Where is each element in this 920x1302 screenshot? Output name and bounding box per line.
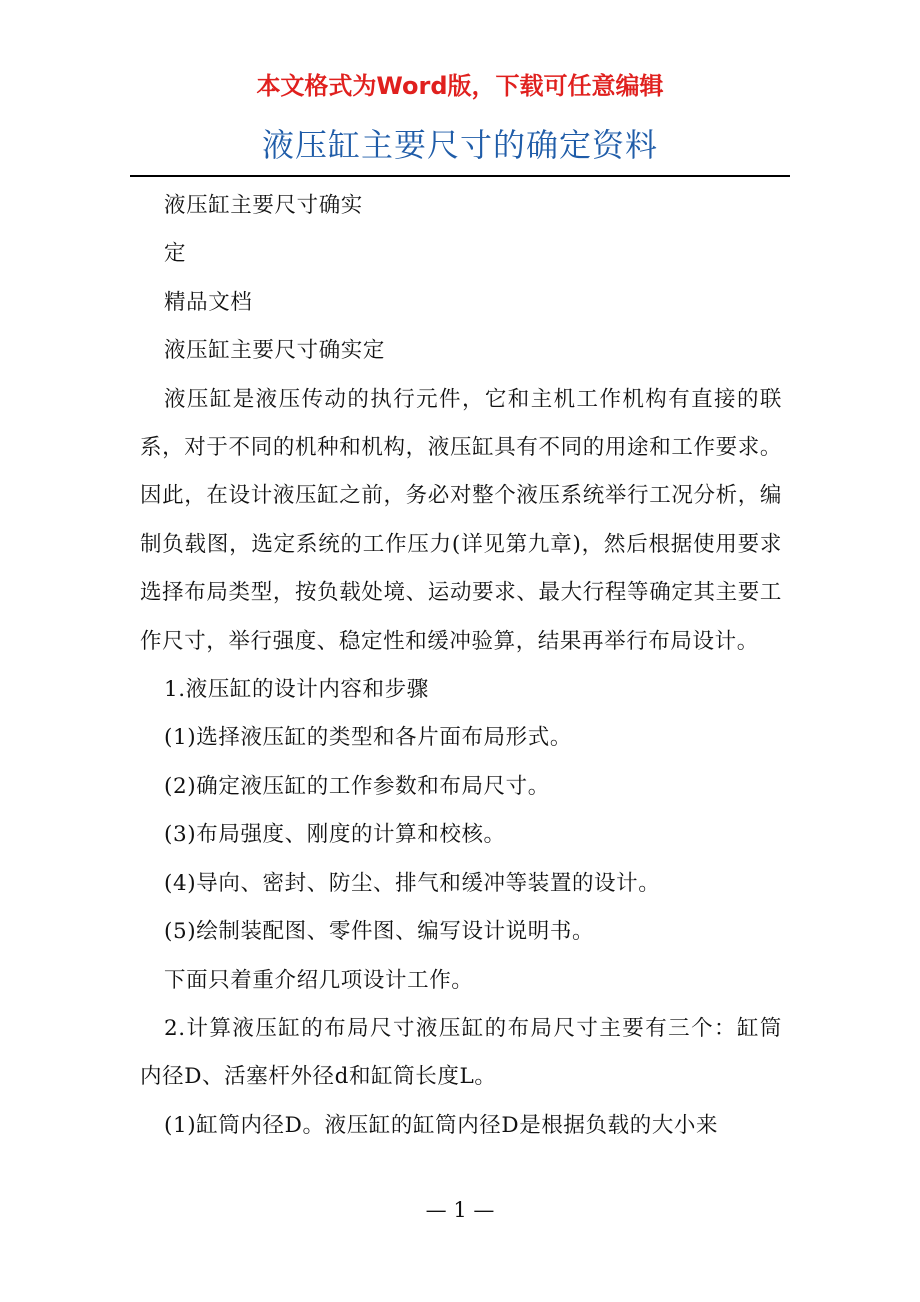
title-divider	[130, 175, 790, 177]
paragraph-heading-part1: 液压缸主要尺寸确实	[164, 193, 363, 218]
download-banner: 本文格式为Word版，下载可任意编辑	[256, 72, 664, 100]
paragraph-transition: 下面只着重介绍几项设计工作。	[164, 967, 474, 993]
list-item-step-2: (2)确定液压缸的工作参数和布局尺寸。	[164, 773, 550, 799]
section-heading-dimensions: 2.计算液压缸的布局尺寸液压缸的布局尺寸主要有三个：缸筒内径D、活塞杆外径d和缸筒长度L。	[140, 1015, 782, 1090]
document-body	[140, 182, 782, 1150]
paragraph-heading-part2: 定	[164, 241, 187, 267]
section-heading-design-steps: 1.液压缸的设计内容和步骤	[164, 677, 429, 703]
list-item-step-3: (3)布局强度、刚度的计算和校核。	[164, 822, 506, 848]
document-title: 液压缸主要尺寸的确定资料	[261, 126, 658, 164]
paragraph-quality-label: 精品文档	[164, 289, 253, 315]
list-item-step-1: (1)选择液压缸的类型和各片面布局形式。	[164, 725, 572, 751]
list-item-step-4: (4)导向、密封、防尘、排气和缓冲等装置的设计。	[164, 870, 661, 896]
paragraph-bore-diameter: (1)缸筒内径D。液压缸的缸筒内径D是根据负载的大小来	[164, 1112, 719, 1138]
list-item-step-5: (5)绘制装配图、零件图、编写设计说明书。	[164, 919, 595, 945]
page-number: — 1 —	[425, 1198, 495, 1222]
paragraph-intro: 液压缸是液压传动的执行元件，它和主机工作机构有直接的联系，对于不同的机种和机构，液压缸具有不同的用途和工作要求。因此，在设计液压缸之前，务必对整个液压系统举行工况分析，编制负载图，选定系统的工作压力(详见第九章)，然后根据使用要求选择布局类型，按负载处境、运动要求、最大行程等确定其主要工作尺寸，举行强度、稳定性和缓冲验算，结果再举行布局设计。	[140, 386, 782, 654]
paragraph-subtitle: 液压缸主要尺寸确实定	[164, 338, 386, 364]
